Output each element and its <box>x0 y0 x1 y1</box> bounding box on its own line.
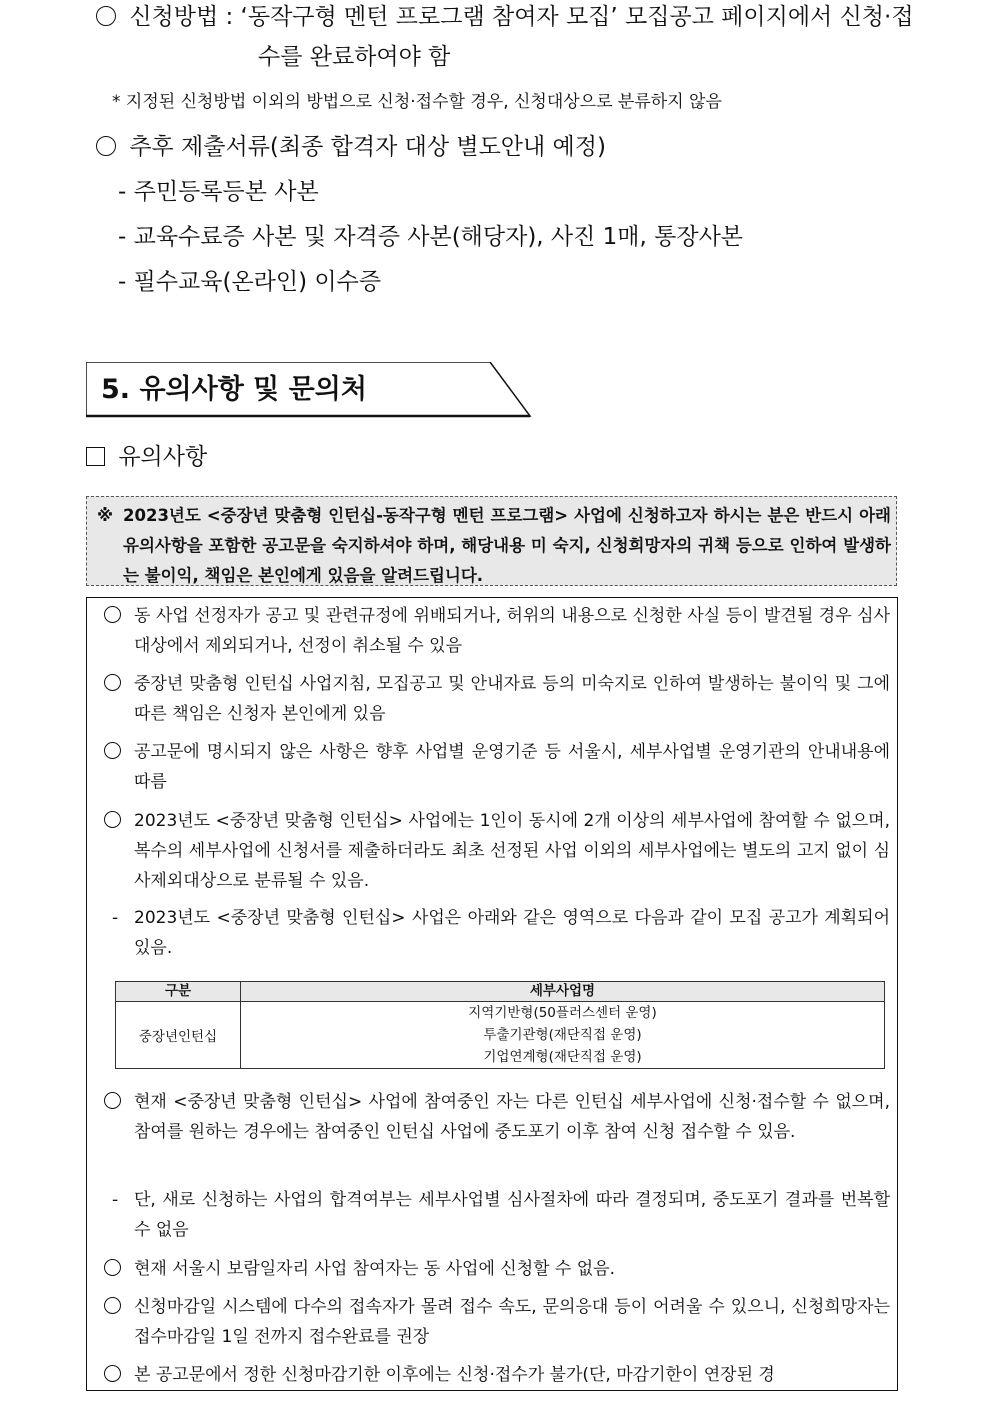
table-cell-category: 중장년인턴십 <box>116 1002 241 1069</box>
apply-method-note: * 지정된 신청방법 이외의 방법으로 신청·접수할 경우, 신청대상으로 분류하지 않음 <box>112 92 722 112</box>
docs-item: - 주민등록등본 사본 <box>118 179 319 205</box>
dash-marker: - <box>112 1190 119 1210</box>
circle-bullet-icon <box>104 1297 121 1314</box>
dash-marker: - <box>112 908 119 928</box>
caution-item: 2023년도 <중장년 맞춤형 인턴십> 사업에는 1인이 동시에 2개 이상의 세부사업에 참여할 수 없으며, 복수의 세부사업에 신청서를 제출하더라도 최초 선정된 사업 이외의 세부사업에는 별도의 고지 없이 심사제외대상으로 분류될 수 있음. <box>104 806 890 896</box>
caution-subitem: - 단, 새로 신청하는 사업의 합격여부는 세부사업별 심사절차에 따라 결정되며, 중도포기 결과를 번복할 수 없음 <box>112 1185 890 1245</box>
circle-bullet-icon <box>104 1092 121 1109</box>
apply-method-line2: 수를 완료하여야 함 <box>258 44 451 70</box>
circle-bullet-icon <box>104 811 121 828</box>
table-header-program: 세부사업명 <box>241 982 885 1002</box>
program-name: 지역기반형(50플러스센터 운영) <box>468 1005 657 1021</box>
caution-item: 공고문에 명시되지 않은 사항은 향후 사업별 운영기준 등 서울시, 세부사업별 운영기관의 안내내용에 따름 <box>104 737 890 797</box>
program-name: 투출기관형(재단직접 운영) <box>483 1027 642 1043</box>
caution-item: 중장년 맞춤형 인턴십 사업지침, 모집공고 및 안내자료 등의 미숙지로 인하여 발생하는 불이익 및 그에 따른 책임은 신청자 본인에게 있음 <box>104 669 890 729</box>
circle-bullet-icon <box>96 6 116 26</box>
table-header-row <box>116 982 885 1002</box>
program-name: 기업연계형(재단직접 운영) <box>483 1049 642 1065</box>
caution-item: 신청마감일 시스템에 다수의 접속자가 몰려 접수 속도, 문의응대 등이 어려울 수 있으니, 신청희망자는 접수마감일 1일 전까지 접수완료를 권장 <box>104 1292 890 1352</box>
program-table <box>115 981 885 1069</box>
caution-item: 동 사업 선정자가 공고 및 관련규정에 위배되거나, 허위의 내용으로 신청한 사실 등이 발견될 경우 심사대상에서 제외되거나, 선정이 취소될 수 있음 <box>104 601 890 661</box>
reference-mark-icon: ※ <box>97 506 114 525</box>
subheading: 유의사항 <box>86 442 207 472</box>
docs-item: - 필수교육(온라인) 이수증 <box>118 269 382 295</box>
circle-bullet-icon <box>104 742 121 759</box>
circle-bullet-icon <box>104 606 121 623</box>
notice-box <box>86 496 897 586</box>
circle-bullet-icon <box>104 674 121 691</box>
circle-bullet-icon <box>104 1365 121 1382</box>
docs-item: - 교육수료증 사본 및 자격증 사본(해당자), 사진 1매, 통장사본 <box>118 224 744 250</box>
circle-bullet-icon <box>96 136 116 156</box>
caution-item: 현재 서울시 보람일자리 사업 참여자는 동 사업에 신청할 수 없음. <box>104 1254 890 1284</box>
notice-text: 2023년도 <중장년 맞춤형 인턴십-동작구형 멘턴 프로그램> 사업에 신청하고자 하시는 분은 반드시 아래 유의사항을 포함한 공고문을 숙지하셔야 하며, 해당내용 미 숙지, 신청희망자의 귀책 등으로 인하여 발생하는 불이익, 책임은 본인에게 있음을 알려드립니다. <box>123 506 891 585</box>
table-header-category: 구분 <box>116 982 241 1002</box>
section-header <box>86 362 532 418</box>
caution-subitem: - 2023년도 <중장년 맞춤형 인턴십> 사업은 아래와 같은 영역으로 다음과 같이 모집 공고가 계획되어 있음. <box>112 903 890 963</box>
table-cell-programs <box>241 1002 885 1069</box>
circle-bullet-icon <box>104 1259 121 1276</box>
caution-item: 현재 <중장년 맞춤형 인턴십> 사업에 참여중인 자는 다른 인턴십 세부사업에 신청·접수할 수 없으며, 참여를 원하는 경우에는 참여중인 인턴십 사업에 중도포기 이후 참여 신청 접수할 수 있음. <box>104 1087 890 1147</box>
apply-method-line1: 신청방법 : ‘동작구형 멘턴 프로그램 참여자 모집’ 모집공고 페이지에서 신청·접 <box>96 2 926 32</box>
checkbox-square-icon <box>86 447 105 466</box>
docs-heading: 추후 제출서류(최종 합격자 대상 별도안내 예정) <box>96 132 606 162</box>
table-row <box>116 1002 885 1069</box>
section-title: 5. 유의사항 및 문의처 <box>101 374 367 405</box>
caution-item: 본 공고문에서 정한 신청마감기한 이후에는 신청·접수가 불가(단, 마감기한이 연장된 경 <box>104 1360 890 1390</box>
